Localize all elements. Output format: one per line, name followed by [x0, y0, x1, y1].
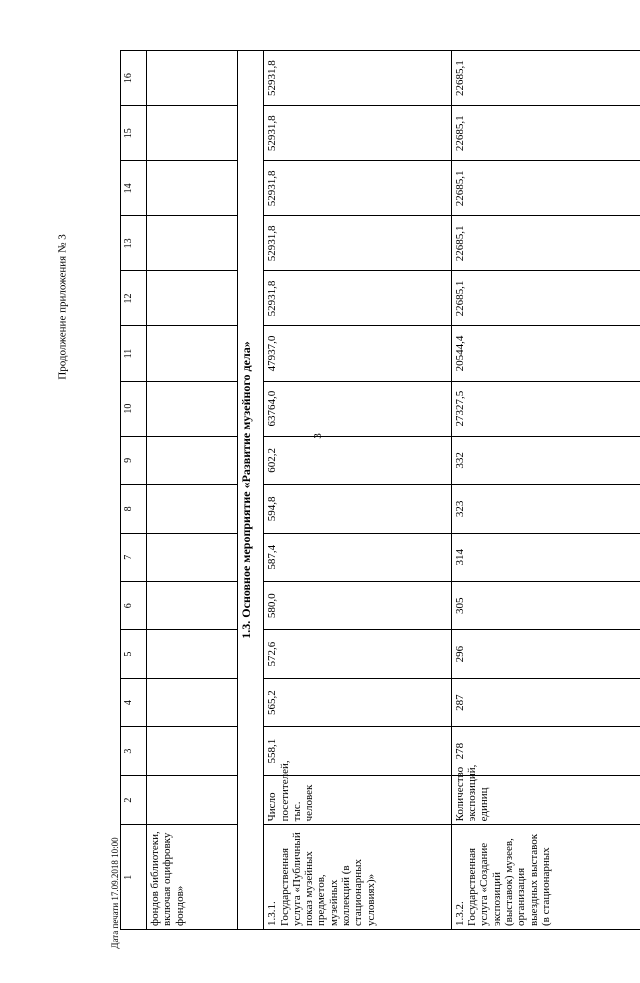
- value-cell: 305: [451, 581, 640, 629]
- row-name: 1.3.2. Государственная услуга «Создание экспозиций (выставок) музеев, организация выездных выставок (в стационарных: [451, 825, 640, 930]
- value-cell: 565,2: [264, 678, 452, 726]
- continuation-title-text: Продолжение приложения № 3: [57, 234, 69, 379]
- value-cell: 52931,8: [264, 51, 452, 106]
- value-cell: 63764,0: [264, 381, 452, 436]
- value-cell: 52931,8: [264, 271, 452, 326]
- value-cell: 594,8: [264, 485, 452, 533]
- value-cell: 22685,1: [451, 51, 640, 106]
- column-number: 7: [121, 533, 147, 581]
- print-date-footer: [108, 803, 122, 983]
- continuation-title: [3, 300, 123, 315]
- row-name: 1.3.1. Государственная услуга «Публичный показ музейных предметов, музейных коллекций (в стационарных условиях)»: [264, 825, 452, 930]
- value-cell: 572,6: [264, 630, 452, 678]
- value-cell: 52931,8: [264, 106, 452, 161]
- column-number: 14: [121, 161, 147, 216]
- value-cell: 558,1: [264, 727, 452, 775]
- value-cell: 287: [451, 678, 640, 726]
- data-table: [120, 50, 640, 930]
- column-number: 8: [121, 485, 147, 533]
- column-number: 13: [121, 216, 147, 271]
- value-cell: 323: [451, 485, 640, 533]
- column-number: 4: [121, 678, 147, 726]
- row-unit: Число посетителей, тыс. человек: [264, 775, 452, 825]
- page-number: 3: [312, 428, 328, 444]
- value-cell: 587,4: [264, 533, 452, 581]
- column-number: 5: [121, 630, 147, 678]
- column-number: 3: [121, 727, 147, 775]
- table-body: [121, 51, 640, 930]
- row-unit: Количество экспозиций, единиц: [451, 775, 640, 825]
- column-number: 1: [121, 825, 147, 930]
- table-row: [264, 51, 452, 930]
- section-title: 1.3. Основное мероприятие «Развитие музейного дела»: [238, 51, 264, 930]
- value-cell: 602,2: [264, 436, 452, 484]
- column-number: 6: [121, 581, 147, 629]
- carry-over-label: фондов библиотеки, включая оцифровку фондов»: [147, 825, 238, 930]
- column-number: 16: [121, 51, 147, 106]
- column-number-row: [121, 51, 147, 930]
- value-cell: 580,0: [264, 581, 452, 629]
- section-row: [238, 51, 264, 930]
- value-cell: 332: [451, 436, 640, 484]
- column-number: 12: [121, 271, 147, 326]
- value-cell: 20544,4: [451, 326, 640, 381]
- column-number: 10: [121, 381, 147, 436]
- value-cell: 27327,5: [451, 381, 640, 436]
- column-number: 11: [121, 326, 147, 381]
- value-cell: 296: [451, 630, 640, 678]
- print-date-text: Дата печати 17.09.2018 10:00: [110, 837, 120, 948]
- value-cell: 47937,0: [264, 326, 452, 381]
- value-cell: 52931,8: [264, 161, 452, 216]
- value-cell: 22685,1: [451, 106, 640, 161]
- data-table-frame: [120, 50, 640, 930]
- value-cell: 22685,1: [451, 271, 640, 326]
- column-number: 2: [121, 775, 147, 825]
- column-number: 9: [121, 436, 147, 484]
- value-cell: 52931,8: [264, 216, 452, 271]
- value-cell: 22685,1: [451, 216, 640, 271]
- table-row: [451, 51, 640, 930]
- column-number: 15: [121, 106, 147, 161]
- value-cell: 278: [451, 727, 640, 775]
- value-cell: 22685,1: [451, 161, 640, 216]
- value-cell: 314: [451, 533, 640, 581]
- carry-over-row: [147, 51, 238, 930]
